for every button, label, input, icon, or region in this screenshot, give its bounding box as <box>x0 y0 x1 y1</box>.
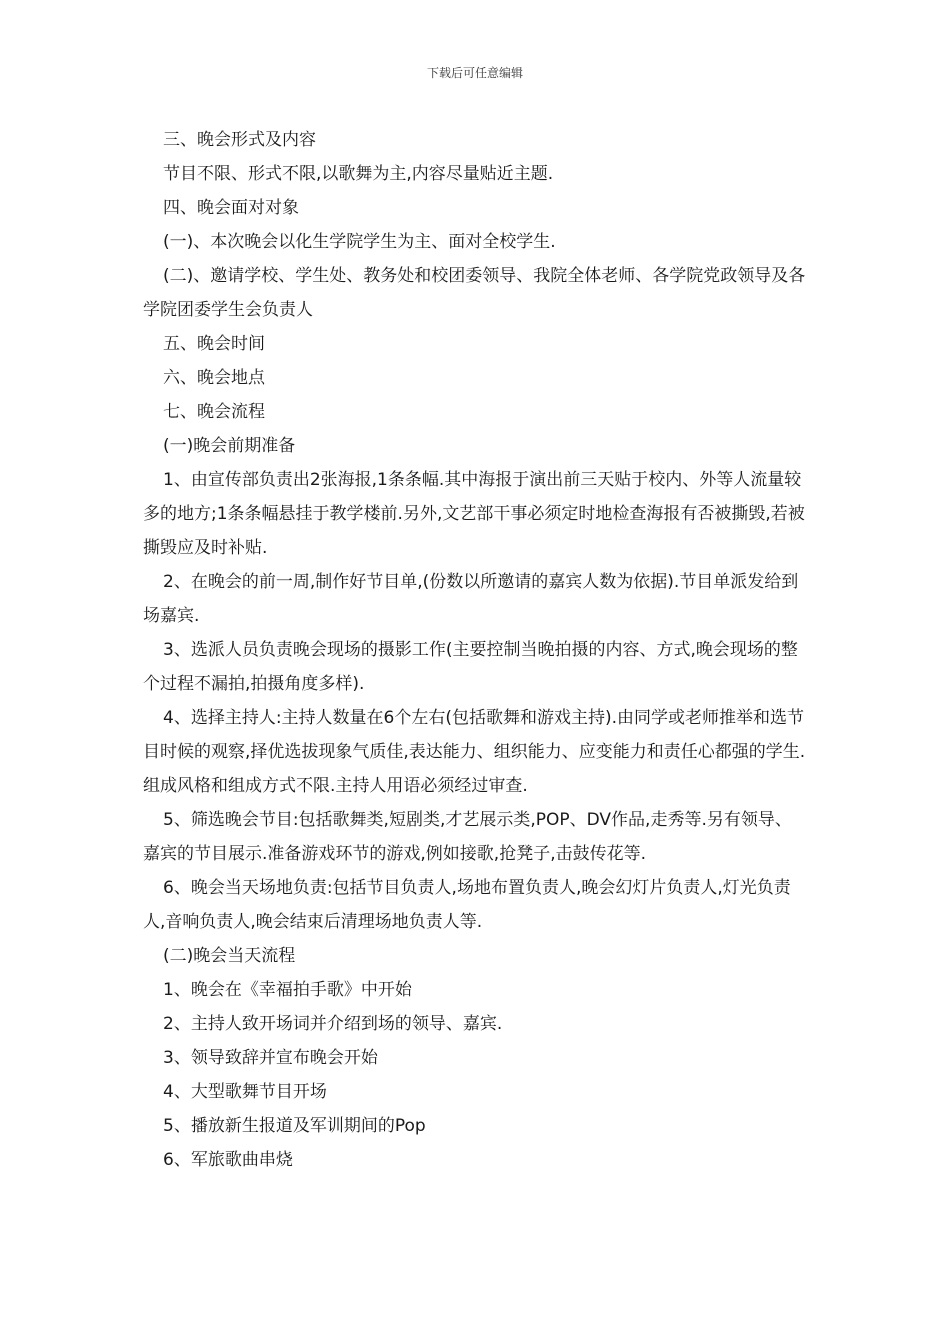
list-item: 4、选择主持人:主持人数量在6个左右(包括歌舞和游戏主持).由同学或老师推举和选节目时候的观察,择优选拔现象气质佳,表达能力、组织能力、应变能力和责任心都强的学生.组成风格和组成方式不限.主持人用语必须经过审查. <box>143 708 806 796</box>
list-item: 5、筛选晚会节目:包括歌舞类,短剧类,才艺展示类,POP、DV作品,走秀等.另有领导、嘉宾的节目展示.准备游戏环节的游戏,例如接歌,抢凳子,击鼓传花等. <box>143 810 792 864</box>
section-heading: 六、晚会地点 <box>163 368 265 388</box>
subsection-heading: (一)晚会前期准备 <box>163 436 296 456</box>
page-header: 下载后可任意编辑 <box>426 66 523 80</box>
list-item: 6、晚会当天场地负责:包括节目负责人,场地布置负责人,晚会幻灯片负责人,灯光负责人,音响负责人,晚会结束后清理场地负责人等. <box>143 878 791 932</box>
section-heading: 三、晚会形式及内容 <box>163 130 316 150</box>
document-body <box>143 123 807 1177</box>
list-item: 6、军旅歌曲串烧 <box>163 1150 293 1170</box>
list-item: 2、主持人致开场词并介绍到场的领导、嘉宾. <box>163 1014 503 1034</box>
list-item: 2、在晚会的前一周,制作好节目单,(份数以所邀请的嘉宾人数为依据).节目单派发给到场嘉宾. <box>143 572 799 626</box>
subsection-heading: (二)晚会当天流程 <box>163 946 296 966</box>
paragraph: 节目不限、形式不限,以歌舞为主,内容尽量贴近主题. <box>163 164 554 184</box>
list-item: 3、选派人员负责晚会现场的摄影工作(主要控制当晚拍摄的内容、方式,晚会现场的整个过程不漏拍,拍摄角度多样). <box>143 640 798 694</box>
paragraph: (二)、邀请学校、学生处、教务处和校团委领导、我院全体老师、各学院党政领导及各学院团委学生会负责人 <box>143 266 806 320</box>
list-item: 5、播放新生报道及军训期间的Pop <box>163 1116 426 1136</box>
paragraph: (一)、本次晚会以化生学院学生为主、面对全校学生. <box>163 232 556 252</box>
section-heading: 七、晚会流程 <box>163 402 265 422</box>
list-item: 3、领导致辞并宣布晚会开始 <box>163 1048 378 1068</box>
list-item: 1、晚会在《幸福拍手歌》中开始 <box>163 980 412 1000</box>
section-heading: 四、晚会面对对象 <box>163 198 299 218</box>
list-item: 4、大型歌舞节目开场 <box>163 1082 327 1102</box>
section-heading: 五、晚会时间 <box>163 334 265 354</box>
list-item: 1、由宣传部负责出2张海报,1条条幅.其中海报于演出前三天贴于校内、外等人流量较多的地方;1条条幅悬挂于教学楼前.另外,文艺部干事必须定时地检查海报有否被撕毁,若被撕毁应及时补贴. <box>143 470 805 558</box>
